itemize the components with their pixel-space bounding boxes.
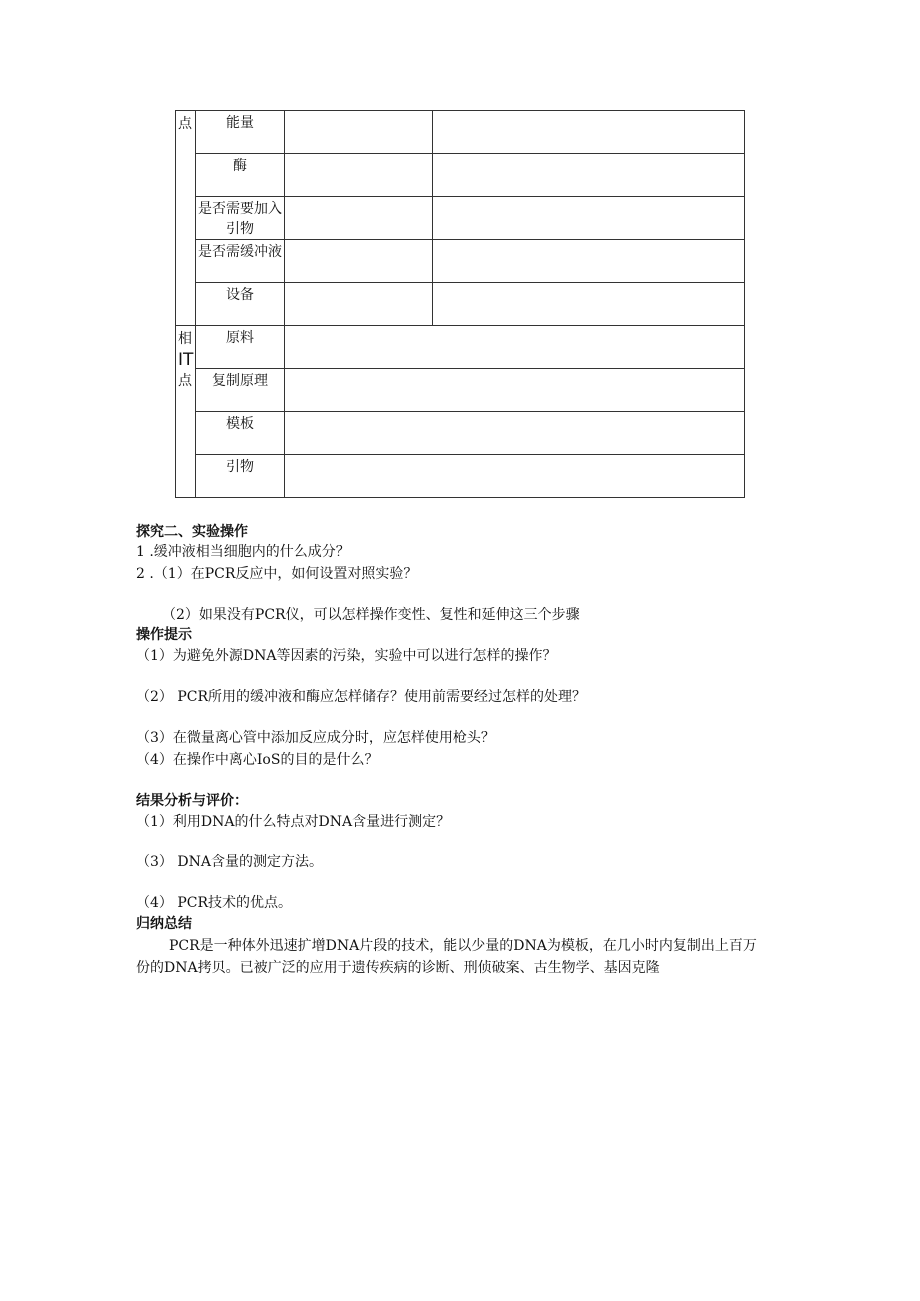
tip-1: （1）为避免外源DNA等因素的污染，实验中可以进行怎样的操作？ xyxy=(136,648,557,664)
table-cell xyxy=(285,240,433,283)
table-cell xyxy=(285,197,433,240)
table-cell xyxy=(285,154,433,197)
table-row xyxy=(176,326,745,369)
analysis-4: （4） PCR技术的优点。 xyxy=(136,895,293,911)
table-cell xyxy=(285,326,745,369)
question-1: 1 .缓冲液相当细胞内的什么成分？ xyxy=(136,544,350,560)
tip-2: （2） PCR所用的缓冲液和酶应怎样储存？使用前需要经过怎样的处理？ xyxy=(136,689,587,705)
table-cell xyxy=(285,111,433,154)
table-cell xyxy=(285,369,745,412)
tip-4: （4）在操作中离心IoS的目的是什么？ xyxy=(136,752,379,768)
comparison-table xyxy=(175,110,745,498)
table-cell xyxy=(285,283,433,326)
question-2-1: 2 .（1）在PCR反应中，如何设置对照实验？ xyxy=(136,566,418,582)
table-row xyxy=(176,111,745,154)
row-label-equipment: 设备 xyxy=(196,283,285,326)
analysis-title: 结果分析与评价： xyxy=(136,793,248,809)
table-cell xyxy=(433,283,745,326)
same-label-char: 相 xyxy=(178,331,192,347)
same-label-char: 点 xyxy=(178,373,192,389)
row-label-primer-needed: 是否需要加入引物 xyxy=(196,197,285,240)
table-row xyxy=(176,455,745,498)
row-label-primer: 引物 xyxy=(196,455,285,498)
same-group-label xyxy=(176,326,196,498)
tip-3: （3）在微量离心管中添加反应成分时，应怎样使用枪头？ xyxy=(136,730,495,746)
section2-title: 探究二、实验操作 xyxy=(136,524,248,540)
table-cell xyxy=(433,240,745,283)
summary-text: PCR是一种体外迅速扩增DNA片段的技术，能以少量的DNA为模板，在几小时内复制出上百万份的DNA拷贝。已被广泛的应用于遗传疾病的诊断、刑侦破案、古生物学、基因克隆 xyxy=(136,938,757,976)
table-row xyxy=(176,197,745,240)
table-cell xyxy=(433,197,745,240)
table-cell xyxy=(285,455,745,498)
question-2-2: （2）如果没有PCR仪，可以怎样操作变性、复性和延伸这三个步骤 xyxy=(162,607,580,623)
diff-label-char: 点 xyxy=(178,116,192,132)
analysis-3: （3） DNA含量的测定方法。 xyxy=(136,854,323,870)
table-row xyxy=(176,283,745,326)
row-label-template: 模板 xyxy=(196,412,285,455)
table-row xyxy=(176,240,745,283)
row-label-raw-material: 原料 xyxy=(196,326,285,369)
summary-title: 归纳总结 xyxy=(136,916,192,932)
row-label-enzyme: 酶 xyxy=(196,154,285,197)
row-label-energy: 能量 xyxy=(196,111,285,154)
table-cell xyxy=(433,111,745,154)
same-label-char: IT xyxy=(178,350,194,370)
row-label-replication-principle: 复制原理 xyxy=(196,369,285,412)
table-row xyxy=(176,369,745,412)
diff-group-label xyxy=(176,111,196,326)
table-cell xyxy=(433,154,745,197)
table-row xyxy=(176,154,745,197)
table-cell xyxy=(285,412,745,455)
table-row xyxy=(176,412,745,455)
analysis-1: （1）利用DNA的什么特点对DNA含量进行测定？ xyxy=(136,814,451,830)
row-label-buffer-needed: 是否需缓冲液 xyxy=(196,240,285,283)
tips-title: 操作提示 xyxy=(136,627,192,643)
